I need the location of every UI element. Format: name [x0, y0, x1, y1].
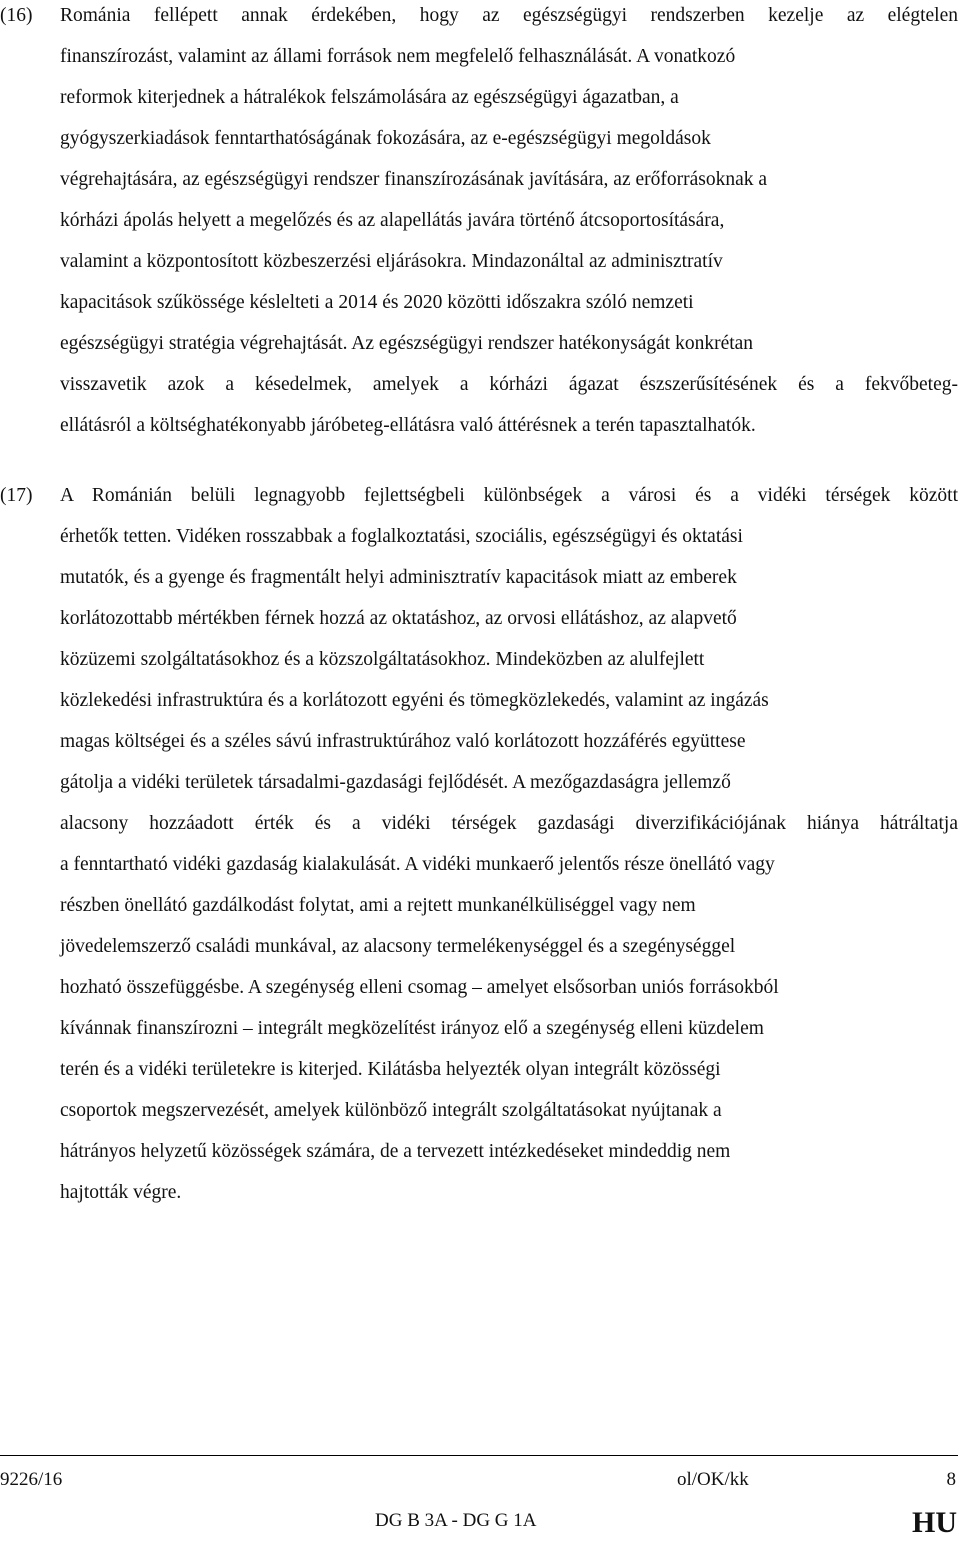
text-line: finanszírozást, valamint az állami források nem megfelelő felhasználását. A vonatkozó: [60, 46, 736, 67]
text-line: reformok kiterjednek a hátralékok felszámolására az egészségügyi ágazatban, a: [60, 87, 679, 108]
paragraph-text: [60, 0, 958, 446]
text-line: hajtották végre.: [60, 1182, 182, 1203]
text-line: kórházi ápolás helyett a megelőzés és az alapellátás javára történő átcsoportosítására,: [60, 210, 725, 231]
text-line: közlekedési infrastruktúra és a korlátozott egyéni és tömegközlekedés, valamint az ingázás: [60, 690, 769, 711]
text-line: közüzemi szolgáltatásokhoz és a közszolgáltatásokhoz. Mindeközben az alulfejlett: [60, 649, 705, 670]
text-line: Románia fellépett annak érdekében, hogy az egészségügyi rendszerben kezelje az elégtelen: [60, 5, 958, 26]
text-line: részben önellátó gazdálkodást folytat, ami a rejtett munkanélküliséggel vagy nem: [60, 895, 696, 916]
footer-document-number: 9226/16: [0, 1469, 63, 1490]
text-line: kívánnak finanszírozni – integrált megközelítést irányoz elő a szegénység elleni küzdelem: [60, 1018, 764, 1039]
text-line: gyógyszerkiadások fenntarthatóságának fokozására, az e-egészségügyi megoldások: [60, 128, 711, 149]
footer-reference: ol/OK/kk: [677, 1469, 749, 1490]
text-line: magas költségei és a széles sávú infrastruktúrához való korlátozott hozzáférés együttese: [60, 731, 746, 752]
text-line: ellátásról a költséghatékonyabb járóbeteg-ellátásra való áttérésnek a terén tapasztalhatók.: [60, 415, 756, 436]
text-line: mutatók, és a gyenge és fragmentált helyi adminisztratív kapacitások miatt az emberek: [60, 567, 737, 588]
text-line: visszavetik azok a késedelmek, amelyek a kórházi ágazat észszerűsítésének és a fekvőbeteg-: [60, 374, 958, 395]
text-line: jövedelemszerző családi munkával, az alacsony termelékenységgel és a szegénységgel: [60, 936, 736, 957]
text-line: végrehajtására, az egészségügyi rendszer finanszírozásának javítására, az erőforrásoknak a: [60, 169, 768, 190]
text-line: kapacitások szűkössége késlelteti a 2014 és 2020 közötti időszakra szóló nemzeti: [60, 292, 694, 313]
text-line: terén és a vidéki területekre is kiterjed. Kilátásba helyezték olyan integrált közösségi: [60, 1059, 721, 1080]
text-line: csoportok megszervezését, amelyek különböző integrált szolgáltatásokat nyújtanak a: [60, 1100, 722, 1121]
footer-divider: [0, 1455, 958, 1456]
text-line: érhetők tetten. Vidéken rosszabbak a foglalkoztatási, szociális, egészségügyi és oktatási: [60, 526, 743, 547]
footer-language-code: HU: [912, 1506, 957, 1539]
text-line: alacsony hozzáadott érték és a vidéki térségek gazdasági diverzifikációjának hiánya hátráltatja: [60, 813, 958, 834]
text-line: gátolja a vidéki területek társadalmi-gazdasági fejlődését. A mezőgazdaságra jellemző: [60, 772, 731, 793]
text-line: hozható összefüggésbe. A szegénység elleni csomag – amelyet elsősorban uniós forrásokból: [60, 977, 779, 998]
paragraph-number: (16): [0, 5, 33, 26]
text-line: valamint a központosított közbeszerzési eljárásokra. Mindazonáltal az adminisztratív: [60, 251, 723, 272]
paragraph-text: [60, 475, 958, 1213]
text-line: A Románián belüli legnagyobb fejlettségbeli különbségek a városi és a vidéki térségek között: [60, 485, 958, 506]
text-line: hátrányos helyzetű közösségek számára, de a tervezett intézkedéseket mindeddig nem: [60, 1141, 731, 1162]
text-line: korlátozottabb mértékben férnek hozzá az oktatáshoz, az orvosi ellátáshoz, az alapvető: [60, 608, 737, 629]
text-line: a fenntartható vidéki gazdaság kialakulását. A vidéki munkaerő jelentős része önellátó vagy: [60, 854, 775, 875]
text-line: egészségügyi stratégia végrehajtását. Az egészségügyi rendszer hatékonyságát konkrétan: [60, 333, 754, 354]
footer-page-number: 8: [946, 1469, 956, 1490]
footer-directorate: DG B 3A - DG G 1A: [375, 1510, 537, 1531]
paragraph-number: (17): [0, 485, 33, 506]
